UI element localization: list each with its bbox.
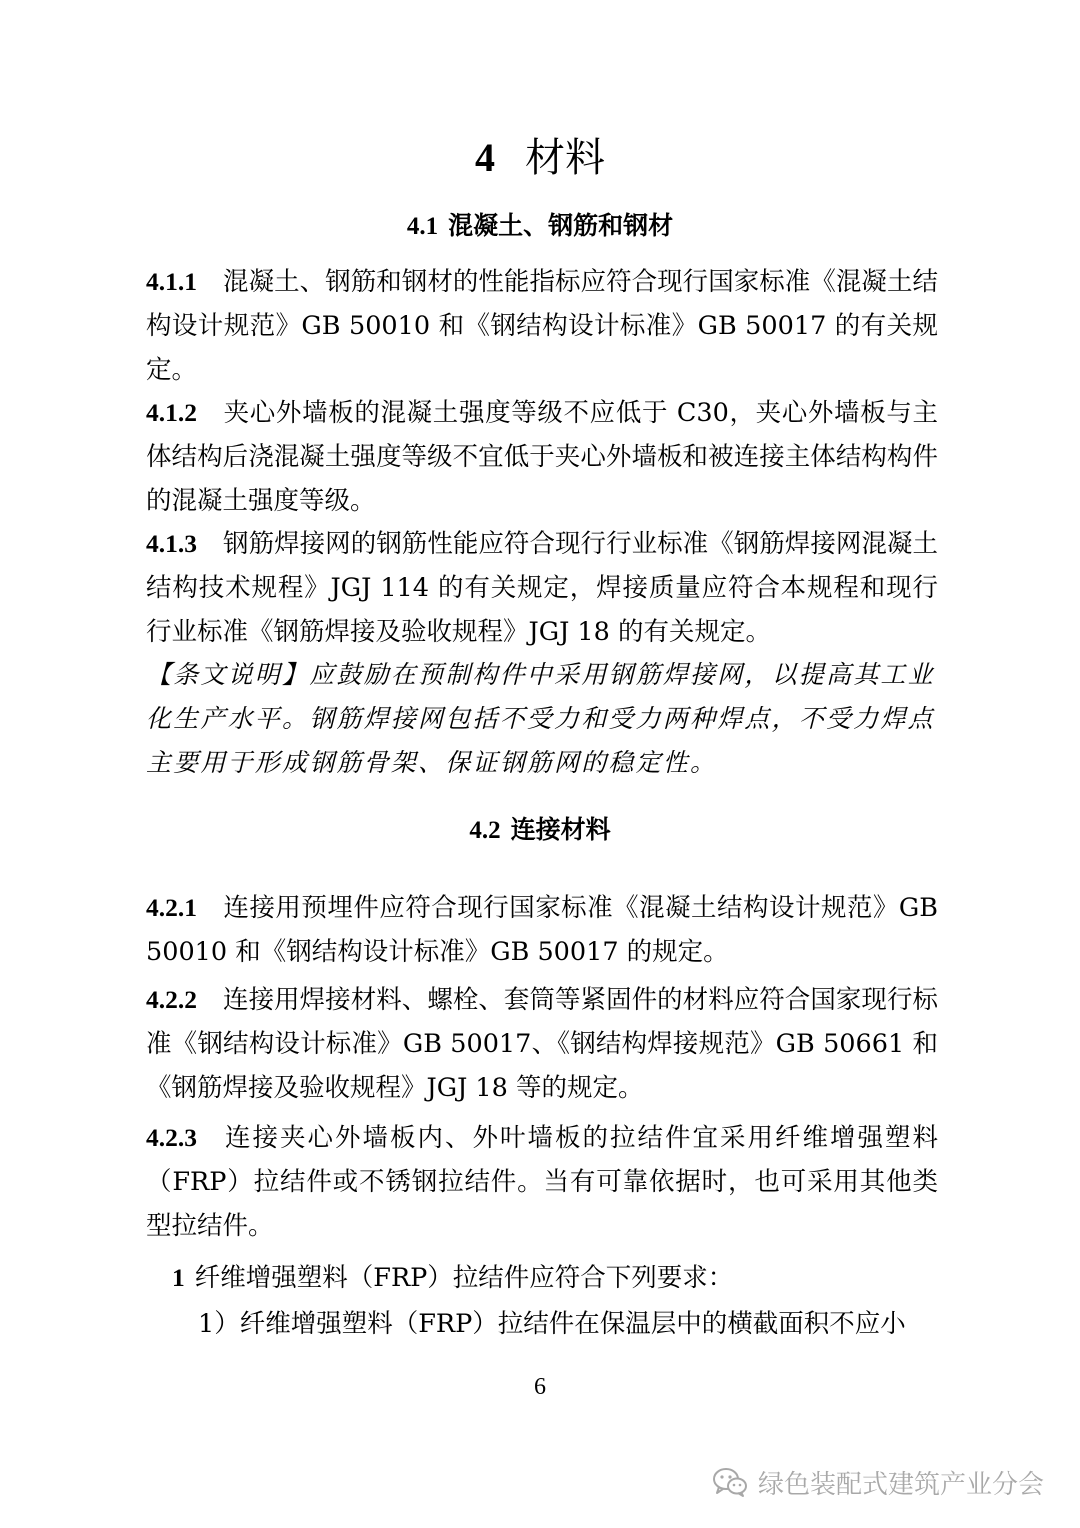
clause-4-2-1 [146, 886, 938, 974]
clause-text: 连接用焊接材料、螺栓、套筒等紧固件的材料应符合国家现行标准《钢结构设计标准》GB 50017、《钢结构焊接规范》GB 50661 和《钢筋焊接及验收规程》JGJ 18 等的规定。 [146, 985, 938, 1103]
chapter-title [0, 130, 1080, 186]
clause-4-1-2 [146, 391, 938, 523]
clause-text: 连接用预埋件应符合现行国家标准《混凝土结构设计规范》GB 50010 和《钢结构设计标准》GB 50017 的规定。 [146, 893, 938, 967]
clause-text: 钢筋焊接网的钢筋性能应符合现行行业标准《钢筋焊接网混凝土结构技术规程》JGJ 114 的有关规定，焊接质量应符合本规程和现行行业标准《钢筋焊接及验收规程》JGJ 18 的有关规定。 [146, 529, 938, 647]
chapter-title-text: 材料 [525, 135, 605, 181]
clause-number: 4.2.3 [146, 1123, 197, 1152]
page-number: 6 [534, 1374, 546, 1400]
chapter-number: 4 [475, 135, 495, 180]
sub-list-item-1: 1）纤维增强塑料（FRP）拉结件在保温层中的横截面积不应小 [198, 1309, 906, 1339]
section-number: 4.1 [406, 213, 439, 240]
clause-4-1-1 [146, 260, 938, 392]
clause-4-2-2 [146, 978, 938, 1110]
section-number: 4.2 [469, 817, 501, 844]
section-title-text: 混凝土、钢筋和钢材 [448, 211, 674, 240]
section-title-4-2 [0, 812, 1080, 849]
watermark-text: 绿色装配式建筑产业分会 [757, 1469, 1044, 1500]
clause-number: 4.1.3 [146, 529, 197, 558]
clause-explanation-note: 【条文说明】应鼓励在预制构件中采用钢筋焊接网，以提高其工业化生产水平。钢筋焊接网包括不受力和受力两种焊点，不受力焊点主要用于形成钢筋骨架、保证钢筋网的稳定性。 [146, 660, 935, 777]
list-item-1 [172, 1256, 938, 1300]
wechat-icon [712, 1466, 748, 1498]
clause-4-2-3 [146, 1116, 938, 1248]
clause-text: 夹心外墙板的混凝土强度等级不应低于 C30，夹心外墙板与主体结构后浇混凝土强度等级不宜低于夹心外墙板和被连接主体结构构件的混凝土强度等级。 [146, 398, 938, 516]
list-item-number: 1 [172, 1263, 185, 1292]
watermark [712, 1462, 1044, 1502]
clause-text: 混凝土、钢筋和钢材的性能指标应符合现行国家标准《混凝土结构设计规范》GB 50010 和《钢结构设计标准》GB 50017 的有关规定。 [146, 267, 938, 385]
clause-text: 连接夹心外墙板内、外叶墙板的拉结件宜采用纤维增强塑料（FRP）拉结件或不锈钢拉结件。当有可靠依据时，也可采用其他类型拉结件。 [146, 1123, 938, 1241]
clause-number: 4.2.2 [146, 985, 197, 1014]
clause-number: 4.2.1 [146, 893, 197, 922]
section-title-text: 连接材料 [510, 815, 611, 844]
section-title-4-1 [0, 208, 1080, 245]
clause-4-1-3 [146, 522, 938, 654]
clause-number: 4.1.2 [146, 398, 197, 427]
list-item-text: 纤维增强塑料（FRP）拉结件应符合下列要求： [194, 1263, 734, 1293]
clause-number: 4.1.1 [146, 267, 197, 296]
